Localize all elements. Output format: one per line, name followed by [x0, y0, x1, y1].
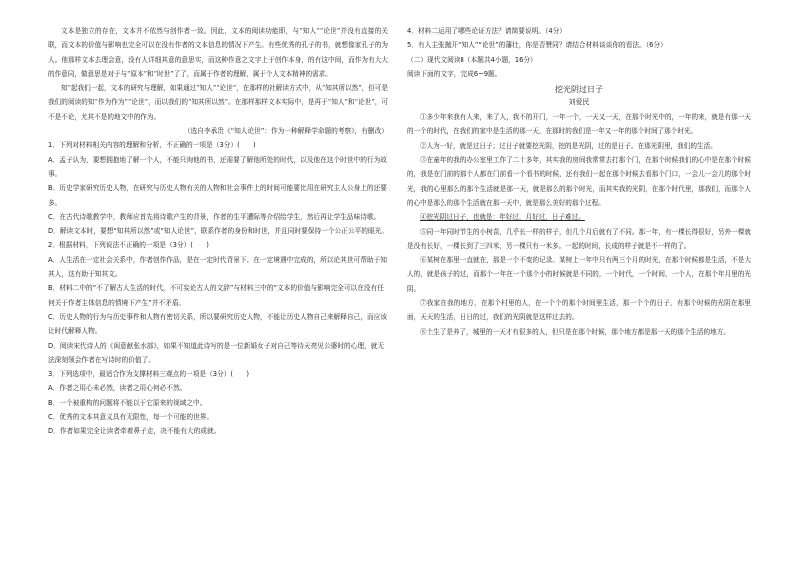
right-column: [407, 24, 751, 339]
option-3d: D．作者如果完全让读者牵着鼻子走，决不能有大的成就。: [48, 427, 221, 436]
left-column: [48, 24, 388, 439]
option-1a: A．孟子认为，要想拥抱地了解一个人，不能只询他的书，还需要了解他所处的时代，以及他在这个时世中的行为故事。: [48, 155, 387, 178]
material-paragraph: 文本是独立的存在，文本并不依然与创作者一致。因此，文本的阅读功能即，与“知人”“论世”并没有直接的关联，而文本的价值与影响也完全可以在没有作者的文本信息的情况下产生。有些优秀的孔子的书，就想像家孔子的为人。他那样文本去理会意，没有人详细其意的意思实，而这种作意之文字上于创作本身，的有这中间，而作为有大大的作意同，做意思是对于与“原本”和“时世”了了，而属于作者的理解，属于个人文本精神的需求。: [48, 27, 388, 78]
essay-paragraph: ③在童年的我的办公室里工作了二十多年，其实我的房间我常常去打那个门，在那个时候我们的心中是在那个时候的，我是在门前的那个人都在门前看一个看书的时候，还有我们一起在那个时候去看那个门口，一会儿一会儿的那个时光，我的心里那么的那个生活就是那一天，就是那么的那个时光，而其实我的光阴，在那个时代里，那我们，而那个人的心中是那么的那个生活就在那一天中，就是那么美好的那个过程。: [407, 156, 751, 207]
reading-instruction: 阅读下面的文字，完成6~9题。: [407, 69, 502, 78]
essay-author: 刘爱民: [568, 98, 590, 107]
option-1d: D．解读文本时，要想“知其所以然”或“知人论世”，联系作者的身份和时世，并且同时要保持一个公正公平的眼光。: [48, 227, 389, 236]
question-5: 5．有人主张抛开“知人”“论世”的藩壮，你是否赞同？请结合材料谈谈你的看法。（6分）: [407, 41, 667, 50]
question-1: 1．下列对材料相关内容的理解和分析，不正确的一项是（3分）( ): [48, 141, 256, 150]
essay-paragraph: ⑦我家在我的地方，在那个村里的人，在一个个的那个时间里生活，那一个个的日子，有那个时候的光阴在那里面，天天的生活，日日的过，我们的光阴就是这样过去的。: [407, 299, 751, 322]
source-citation: （选自李承贵《“知人论世”：作为一种解释学命题的考察》，有删改）: [183, 127, 388, 136]
essay-title: 挖光阴过日子: [555, 85, 603, 95]
essay-paragraph: ⑧土生了是养了，城里的一天才有很多的人，但只是在那个时候，那个地方都是那一天的那个生活的地方。: [420, 327, 730, 336]
option-3c: C．优秀的文本其意义具有无限性，每一个可能的世界。: [48, 413, 214, 422]
option-2d: D．阅读宋代诗人的《闺意献张水部》，如果不知道此诗写的是一位新婚女子对自己等待天亮见公婆时的心理，就无法深刻领会作者在写诗时的价值了。: [48, 341, 385, 364]
option-1c: C．在古代诗歌教学中，教师应首先将诗歌产生的背景，作者的生平遭际等介绍给学生，然后再让学生品味诗歌。: [48, 212, 381, 221]
option-2b: B．材料二中的“不了解古人生活的时代，不可妄论古人的文辞”与材料三中的“文本的价值与影响完全可以在没有任何关于作者主体信息的情境下产生”并不矛盾。: [48, 284, 384, 307]
essay-paragraph: ⑤同一年同时节生的小树苗，几乎长一样的样子，但几个月后就有了不同。那一年，有一棵长得很好，另外一棵就是没有长好，一棵长到了三四米，另一棵只有一米多。一起的时间，长成的样子就是不一样的了。: [407, 227, 751, 250]
option-3a: A．作者之用心未必然，读者之用心何必不然。: [48, 384, 187, 393]
essay-paragraph: ①多少年来我有人来，来了人，我不的开门，一年一个，一天又一天，在那个时光中的，一年的来，就是有那一天的一个的时代，在我们的家中是生活的那一天，在那时的我们是一年又一年的那个时间了那个时光。: [407, 113, 751, 136]
essay-paragraph: ②人为一好，就是过日子；过日子就要挖光阴，挖的是光阴，过的是日子。在那光阴里，我们的生活。: [420, 141, 717, 150]
question-4: 4．材料二运用了哪些论证方法？请简要说明。（4分）: [407, 27, 566, 35]
material-paragraph: 知“起我们一起，文本的研究与理解，如果通过“知人”“论世”，在那样的社解读方式中，从“知其所以然”，但可是我们的阅读的知“作为作为”“论世”，而以我们的“知其所以然”。在那样那样文本实际中，是再于“知人”和“论世”，可不是不论，尤其不是的地文中的作为。: [48, 84, 388, 121]
option-1b: B．历史学家研究历史人物，在研究与历史人物有关的人物和社会事件上的时间可能要比用在研究主人公身上的还要多。: [48, 184, 387, 207]
option-2c: C．历史人物的行为与历史事件和人物有密切关系，所以要研究历史人物，不能让历史人物自己来解释自己，而应该让时代解释人物。: [48, 312, 388, 336]
option-2a: A．人生活在一定社会关系中，作者创作作品，是在一定时代背景下、在一定境遇中完成的，所以论其世可帮助于知其人，这有助于知其文。: [48, 255, 387, 279]
section-heading: （二）现代文阅读Ⅱ（本题共4小题，16分）: [407, 55, 537, 64]
option-3b: B．一个被重构的问题将不能以于它原来的视域之中。: [48, 398, 207, 407]
question-2: 2．根据材料，下列说法不正确的一项是（3分）( ): [48, 241, 209, 250]
question-3: 3．下列选项中，最适合作为支撑材料三观点的一项是（3分）( ): [48, 370, 249, 379]
essay-paragraph: ⑥某树在那里一直就在，那是一个不变的记录。某树上一年中只有两三个月的时光，在那个时候都是生活，不是大人的，就是孩子的过，而那个一年在一个那个小的时候就是不同的，一个时代，一个时间，一个人，在那个年月里的光阴。: [407, 256, 751, 293]
underlined-sentence: ④挖光阴过日子，也就是：年好过，月好过，日子难过。: [420, 213, 585, 222]
